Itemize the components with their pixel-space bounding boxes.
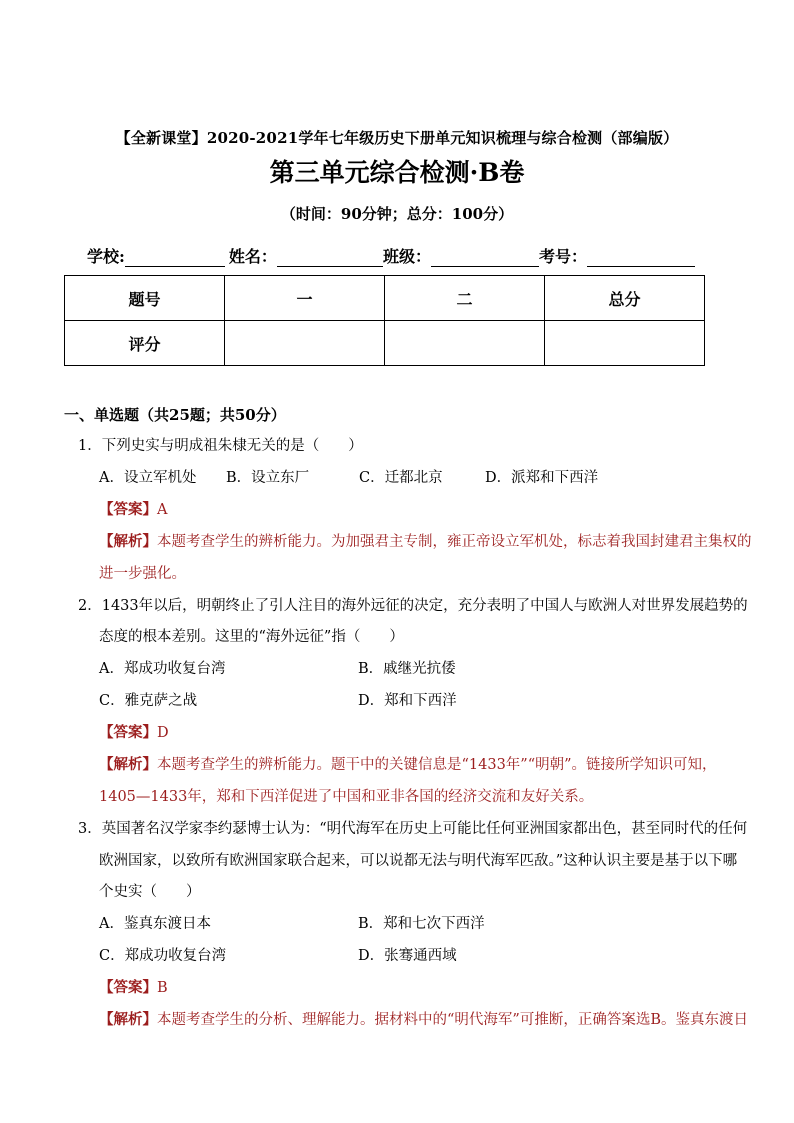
question-option: A．设立军机处 [99,470,197,486]
analysis-tag: 【解析】 [99,533,157,550]
class-label: 班级： [382,247,431,266]
school-label: 学校: [87,247,125,266]
answer-value: A [157,502,168,518]
question-option: D．郑和下西洋 [358,693,457,709]
question-option: A．郑成功收复台湾 [99,661,226,677]
answer-value: B [157,980,168,996]
answer-tag: 【答案】 [99,979,157,996]
score-table-score-row [65,321,705,366]
analysis-line [99,532,752,552]
question-option: B．戚继光抗倭 [358,661,456,677]
analysis-line [99,755,717,775]
question-option: C．郑成功收复台湾 [99,948,227,964]
document-title: 第三单元综合检测·B卷 [269,158,525,187]
answer-line [99,723,169,743]
name-label: 姓名： [228,247,277,266]
section-title: 一、单选题（共25题；共50分） [64,406,286,424]
question-option: D．派郑和下西洋 [485,470,599,486]
question-option: B．设立东厂 [226,470,310,486]
answer-tag: 【答案】 [99,724,157,741]
score-table-cell: 二 [385,276,545,321]
question-stem: 2．1433年以后，明朝终止了引人注目的海外远征的决定，充分表明了中国人与欧洲人对世界发展趋势的 [78,598,748,614]
analysis-text: 本题考查学生的辨析能力。为加强君主专制，雍正帝设立军机处，标志着我国封建君主集权的 [157,534,752,550]
score-table-cell: 题号 [65,276,225,321]
answer-tag: 【答案】 [99,501,157,518]
question-option: C．雅克萨之战 [99,693,198,709]
answer-value: D [157,725,169,741]
question-option: D．张骞通西域 [358,948,457,964]
score-table [64,275,705,366]
answer-line [99,978,168,998]
analysis-text: 本题考查学生的分析、理解能力。据材料中的“明代海军”可推断，正确答案选B。鉴真东渡日 [157,1012,748,1028]
question-option: A．鉴真东渡日本 [99,916,211,932]
analysis-tag: 【解析】 [99,756,157,773]
question-stem: 1．下列史实与明成祖朱棣无关的是（ ） [78,438,363,454]
score-input-cell[interactable] [385,321,545,366]
analysis-line [99,1010,748,1030]
name-blank[interactable] [277,248,383,267]
question-stem: 个史实（ ） [99,884,201,900]
class-blank[interactable] [431,248,539,267]
student-info-row [87,243,695,267]
analysis-text: 进一步强化。 [99,566,186,582]
score-input-cell[interactable] [545,321,705,366]
answer-line [99,500,167,520]
document-supertitle: 【全新课堂】2020-2021学年七年级历史下册单元知识梳理与综合检测（部编版） [115,129,679,147]
question-stem: 态度的根本差别。这里的“海外远征”指（ ） [99,629,404,645]
question-stem: 欧洲国家，以致所有欧洲国家联合起来，可以说都无法与明代海军匹敌。”这种认识主要是基于以下哪 [99,853,738,869]
analysis-text: 本题考查学生的辨析能力。题干中的关键信息是“1433年”“明朝”。链接所学知识可知， [157,757,717,773]
question-option: B．郑和七次下西洋 [358,916,485,932]
score-table-cell: 总分 [545,276,705,321]
score-input-cell[interactable] [225,321,385,366]
question-stem: 3．英国著名汉学家李约瑟博士认为：“明代海军在历史上可能比任何亚洲国家都出色，甚至同时代的任何 [78,821,748,837]
score-table-cell: 评分 [65,321,225,366]
exam-no-blank[interactable] [587,248,695,267]
score-table-header-row [65,276,705,321]
score-table-cell: 一 [225,276,385,321]
school-blank[interactable] [125,248,225,267]
document-subtitle: （时间：90分钟；总分：100分） [280,205,514,223]
analysis-tag: 【解析】 [99,1011,157,1028]
analysis-text: 1405—1433年，郑和下西洋促进了中国和亚非各国的经济交流和友好关系。 [99,789,594,805]
question-option: C．迁都北京 [359,470,443,486]
exam-no-label: 考号： [538,247,587,266]
